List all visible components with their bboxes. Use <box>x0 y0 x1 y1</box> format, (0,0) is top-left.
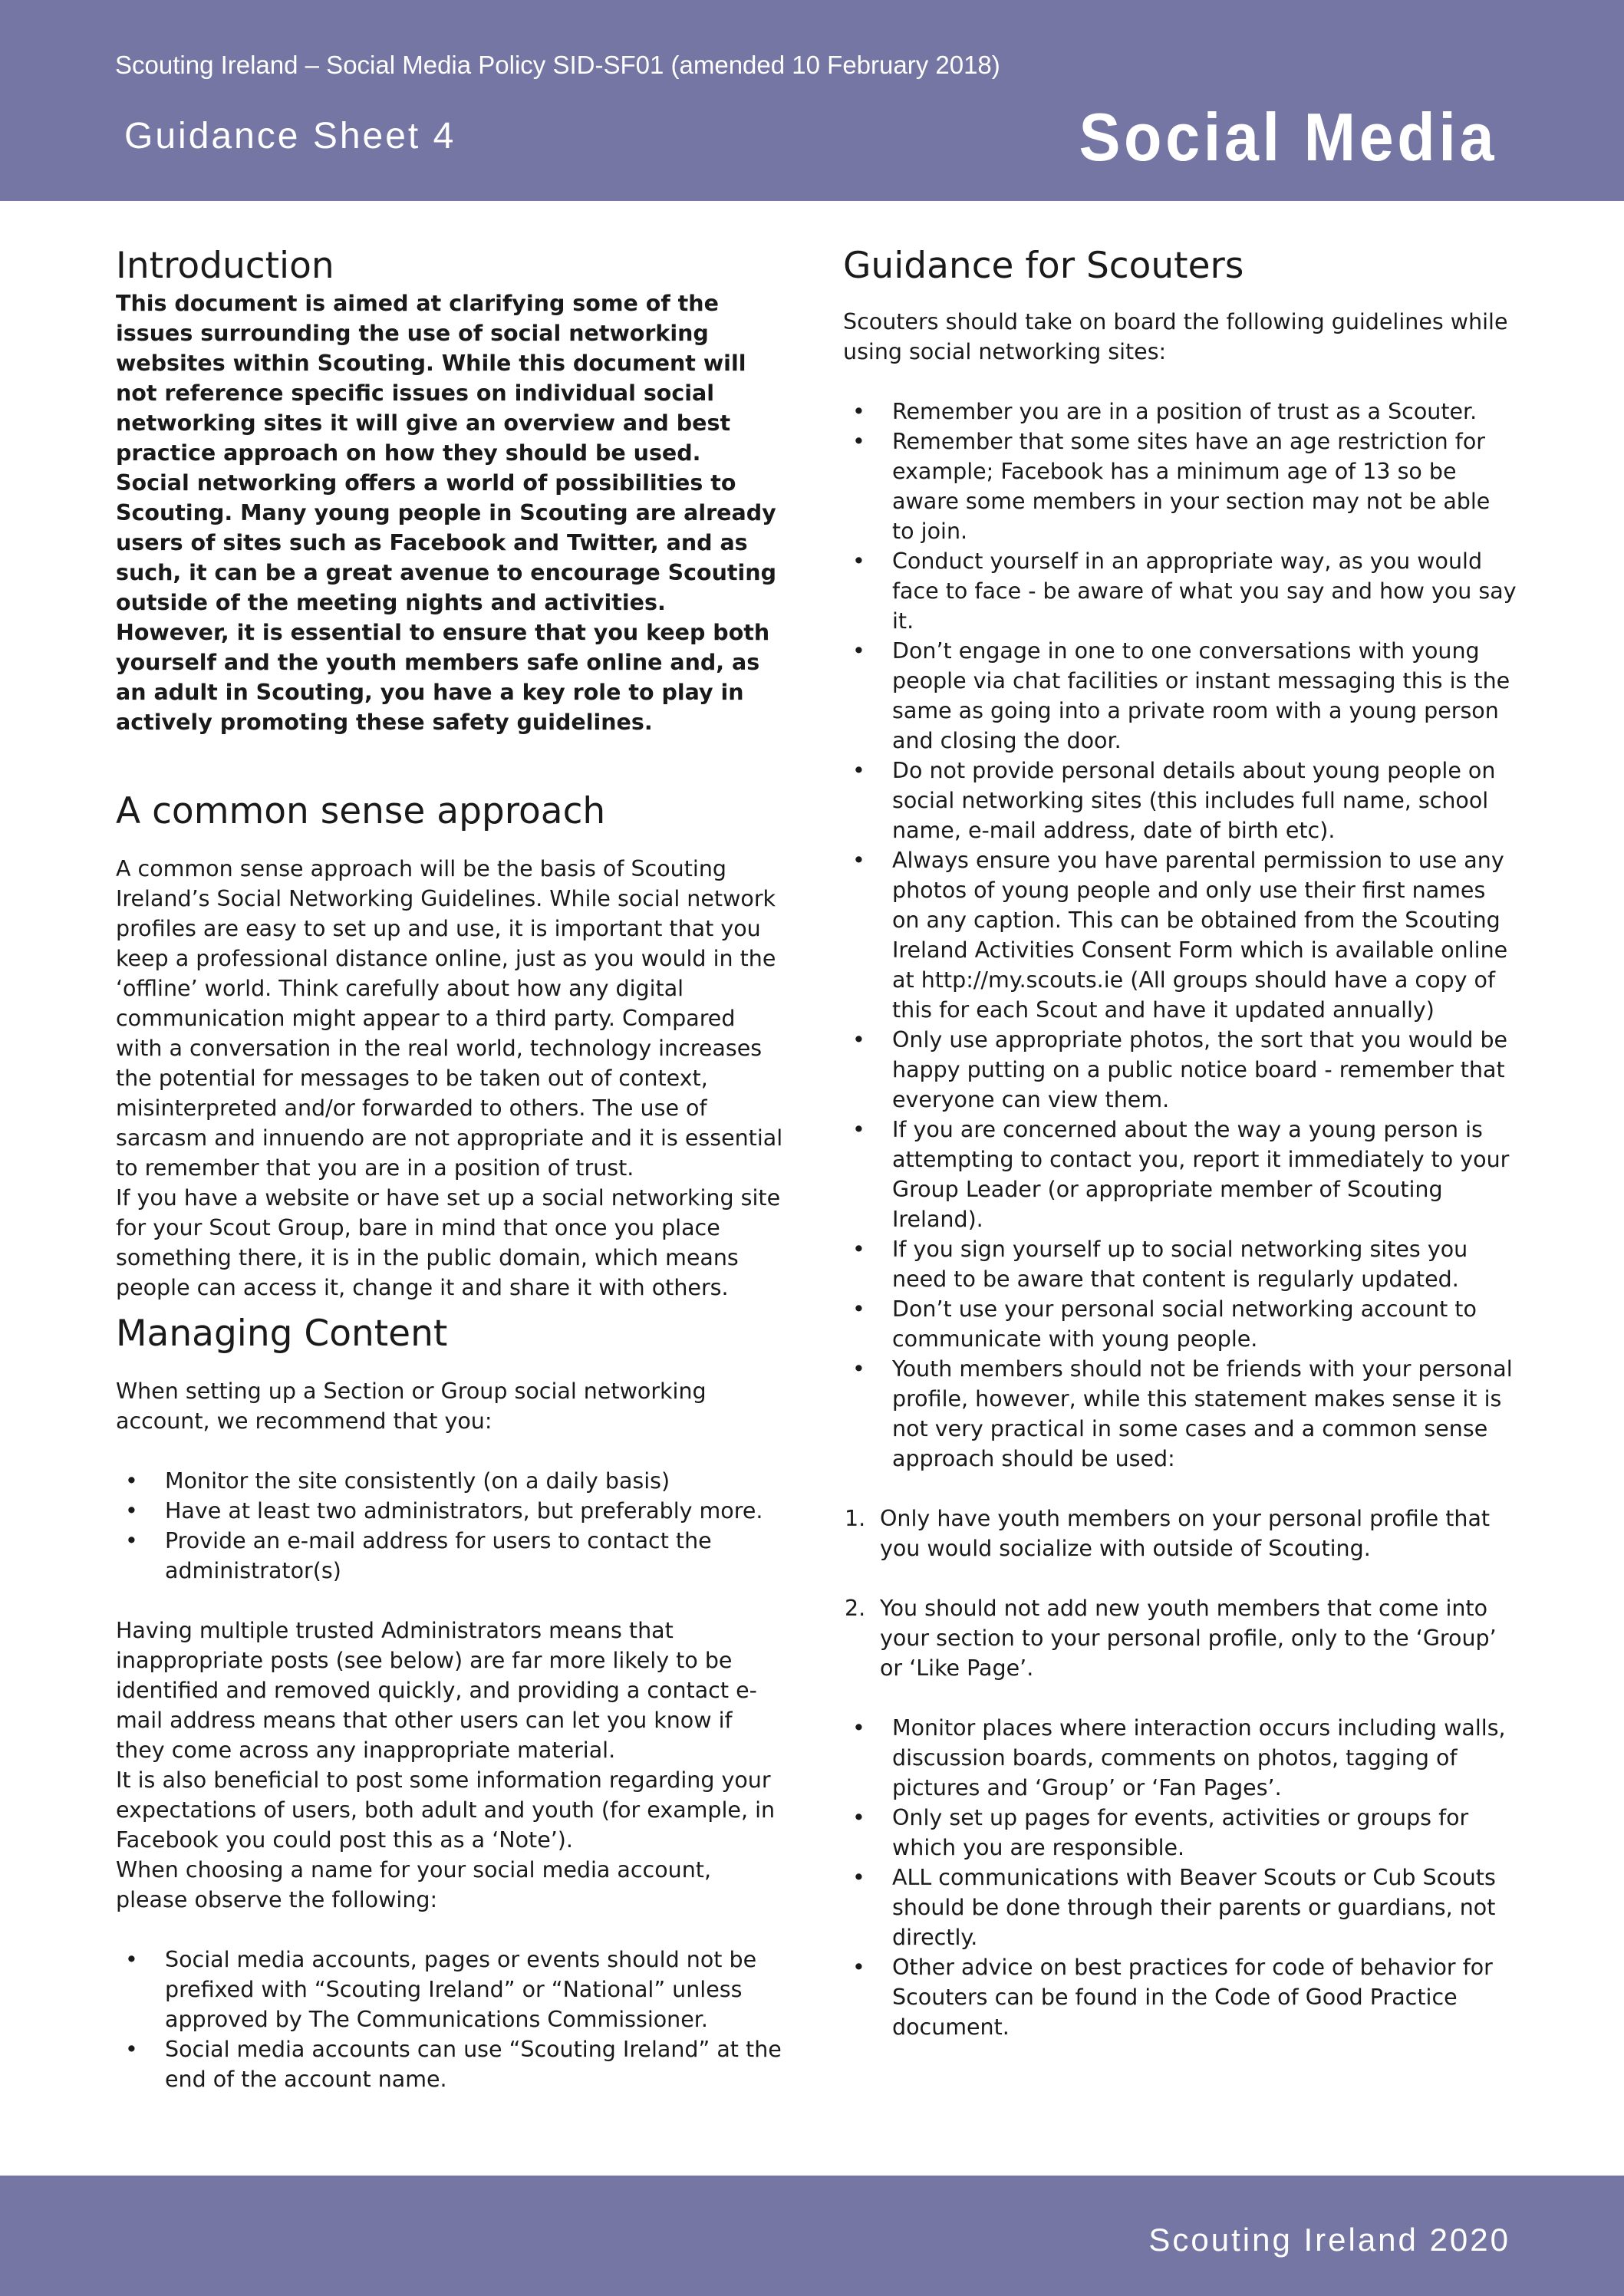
list-item: • If you sign yourself up to social networking sites you need to be aware that content is regularly updated. <box>843 1234 1518 1294</box>
guidance-for-scouters-heading: Guidance for Scouters <box>843 245 1244 287</box>
introduction-heading: Introduction <box>116 245 334 287</box>
managing-content-list <box>116 1466 783 1586</box>
item-text: You should not add new youth members that come into your section to your personal profile, only to the ‘Group’ or ‘Like Page’. <box>880 1596 1497 1681</box>
list-item: • Provide an e-mail address for users to contact the administrator(s) <box>116 1526 783 1586</box>
list-item: • Conduct yourself in an appropriate way, as you would face to face - be aware of what you say and how you say it. <box>843 546 1518 636</box>
spacer <box>843 1563 1518 1593</box>
account-naming-list <box>116 1945 783 2094</box>
managing-content-paragraph-4: When choosing a name for your social media account, please observe the following: <box>116 1857 712 1912</box>
header-banner <box>0 0 1624 201</box>
list-item: • Other advice on best practices for code of behavior for Scouters can be found in the Code of Good Practice document. <box>843 1952 1518 2042</box>
introduction-paragraph-1: This document is aimed at clarifying some of the issues surrounding the use of social networking websites within Scouting. While this document will not reference specific issues on individual social networking sites it will give an overview and best practice approach on how they should be used. <box>116 291 746 466</box>
list-item: • Always ensure you have parental permission to use any photos of young people and only use their first names on any caption. This can be obtained from the Scouting Ireland Activities Consent Form which is available online at http://my.scouts.ie (All groups should have a copy of this for each Scout and have it updated annually) <box>843 845 1518 1025</box>
list-item: • Only use appropriate photos, the sort that you would be happy putting on a public notice board - remember that everyone can view them. <box>843 1025 1518 1115</box>
numbered-item <box>843 1504 1518 1563</box>
managing-content-paragraph-3: It is also beneficial to post some information regarding your expectations of users, both adult and youth (for example, in Facebook you could post this as a ‘Note’). <box>116 1767 776 1853</box>
list-item: • Remember that some sites have an age restriction for example; Facebook has a minimum age of 13 so be aware some members in your section may not be able to join. <box>843 427 1518 546</box>
numbered-list <box>843 1504 1518 1683</box>
list-item: • Remember you are in a position of trust as a Scouter. <box>843 397 1518 427</box>
list-item: • Youth members should not be friends with your personal profile, however, while this statement makes sense it is not very practical in some cases and a common sense approach should be used: <box>843 1354 1518 1474</box>
managing-content-paragraph-2: Having multiple trusted Administrators means that inappropriate posts (see below) are far more likely to be identified and removed quickly, and providing a contact e-mail address means that other users can let you know if they come across any inappropriate material. <box>116 1618 757 1763</box>
managing-content-heading: Managing Content <box>116 1313 448 1355</box>
list-item: • Have at least two administrators, but preferably more. <box>116 1496 783 1526</box>
list-item: • Social media accounts, pages or events should not be prefixed with “Scouting Ireland” or “National” unless approved by The Communications Commissioner. <box>116 1945 783 2034</box>
guidance-sheet-label: Guidance Sheet 4 <box>124 116 456 156</box>
managing-content-paragraph-1: When setting up a Section or Group social networking account, we recommend that you: <box>116 1379 707 1434</box>
list-item: • ALL communications with Beaver Scouts or Cub Scouts should be done through their parents or guardians, not directly. <box>843 1863 1518 1952</box>
list-item: • Monitor the site consistently (on a daily basis) <box>116 1466 783 1496</box>
common-sense-paragraph-2: If you have a website or have set up a social networking site for your Scout Group, bare in mind that once you place something there, it is in the public domain, which means people can access it, change it and share it with others. <box>116 1185 781 1300</box>
footer-text: Scouting Ireland 2020 <box>1148 2222 1510 2258</box>
introduction-paragraph-2: Social networking offers a world of possibilities to Scouting. Many young people in Scouting are already users of sites such as Facebook and Twitter, and as such, it can be a great avenue to encourage Scouting outside of the meeting nights and activities. However, it is essential to ensure that you keep both yourself and the youth members safe online and, as an adult in Scouting, you have a key role to play in actively promoting these safety guidelines. <box>116 470 776 735</box>
common-sense-paragraph-1: A common sense approach will be the basis of Scouting Ireland’s Social Networking Guidelines. While social network profiles are easy to set up and use, it is important that you keep a professional distance online, just as you would in the ‘offline’ world. Think carefully about how any digital communication might appear to a third party. Compared with a conversation in the real world, technology increases the potential for messages to be taken out of context, misinterpreted and/or forwarded to others. The use of sarcasm and innuendo are not appropriate and it is essential to remember that you are in a position of trust. <box>116 856 783 1181</box>
document-reference: Scouting Ireland – Social Media Policy SID-SF01 (amended 10 February 2018) <box>115 51 1000 79</box>
footer-banner <box>0 2176 1624 2296</box>
guidance-list <box>843 397 1518 1474</box>
list-item: • Do not provide personal details about young people on social networking sites (this includes full name, school name, e-mail address, date of birth etc). <box>843 756 1518 845</box>
page-title: Social Media <box>1079 99 1497 175</box>
list-item: • Don’t use your personal social networking account to communicate with young people. <box>843 1294 1518 1354</box>
list-item: • Monitor places where interaction occurs including walls, discussion boards, comments on photos, tagging of pictures and ‘Group’ or ‘Fan Pages’. <box>843 1713 1518 1803</box>
final-guidance-list <box>843 1713 1518 2042</box>
list-item: • Only set up pages for events, activities or groups for which you are responsible. <box>843 1803 1518 1863</box>
guidance-intro-paragraph: Scouters should take on board the following guidelines while using social networking sites: <box>843 309 1508 364</box>
item-number: 1. <box>845 1506 866 1531</box>
common-sense-heading: A common sense approach <box>116 790 606 832</box>
list-item: • Social media accounts can use “Scouting Ireland” at the end of the account name. <box>116 2034 783 2094</box>
list-item: • Don’t engage in one to one conversations with young people via chat facilities or instant messaging this is the same as going into a private room with a young person and closing the door. <box>843 636 1518 756</box>
numbered-item <box>843 1593 1518 1683</box>
right-column <box>843 244 1518 2042</box>
item-number: 2. <box>845 1596 866 1621</box>
item-text: Only have youth members on your personal profile that you would socialize with outside of Scouting. <box>880 1506 1491 1561</box>
left-column <box>116 244 783 2094</box>
list-item: • If you are concerned about the way a young person is attempting to contact you, report it immediately to your Group Leader (or appropriate member of Scouting Ireland). <box>843 1115 1518 1234</box>
